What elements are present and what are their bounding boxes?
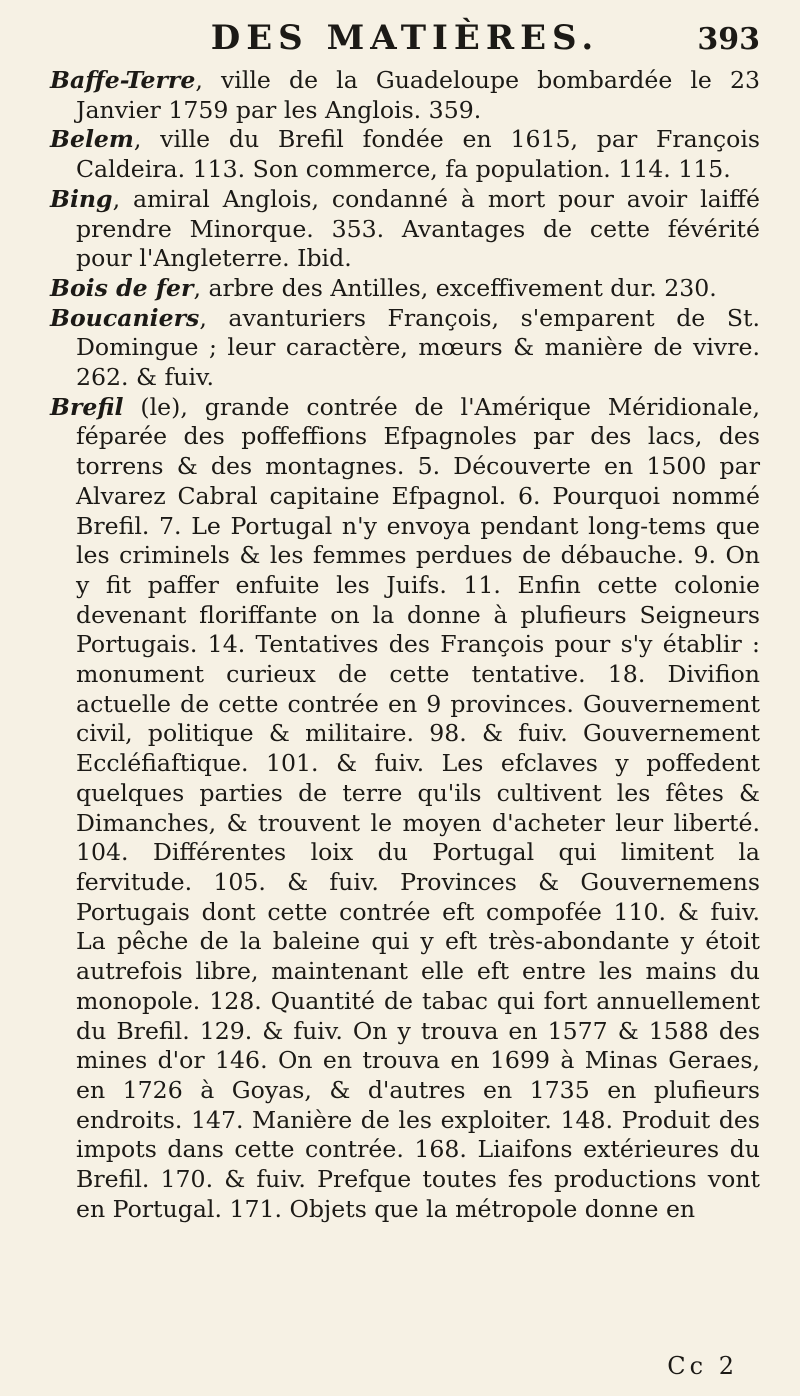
entry-term: Baffe-Terre (50, 66, 196, 94)
index-entry (50, 125, 760, 184)
running-title: DES MATIÈRES. (210, 18, 600, 58)
entry-term: Belem (50, 125, 134, 154)
entry-text: , ville du Brefil fondée en 1615, par François Caldeira. 113. Son commerce, fa population. 114. 115. (76, 125, 760, 184)
entry-term: Bois de fer (50, 273, 194, 302)
index-entry (50, 185, 760, 274)
index-entry (50, 274, 760, 304)
index-entries (50, 66, 760, 1224)
entry-text: , arbre des Antilles, exceffivement dur. 230. (193, 273, 717, 302)
entry-term: Brefil (50, 392, 124, 421)
entry-term: Boucaniers (50, 303, 200, 332)
entry-text: , amiral Anglois, condanné à mort pour avoir laiffé prendre Minorque. 353. Avantages de cette févérité pour l'Angleterre. Ibid. (76, 184, 760, 273)
index-entry (50, 393, 760, 1225)
entry-text: , avanturiers François, s'emparent de St. Domingue ; leur caractère, mœurs & manière de vivre. 262. & fuiv. (76, 303, 760, 392)
page-header (50, 10, 760, 66)
entry-text: , ville de la Guadeloupe bombardée le 23 Janvier 1759 par les Anglois. 359. (76, 66, 760, 124)
index-entry (50, 66, 760, 125)
signature-mark: Cc 2 (667, 1352, 738, 1380)
page-number: 393 (697, 22, 760, 57)
entry-text: (le), grande contrée de l'Amérique Méridionale, féparée des poffeffions Efpagnoles par des lacs, des torrens & des montagnes. 5. Découverte en 1500 par Alvarez Cabral capitaine Efpagnol. 6. Pourquoi nommé Brefil. 7. Le Portugal n'y envoya pendant long-tems que les criminels & les femmes perdues de débauche. 9. On y fit paffer enfuite les Juifs. 11. Enfin cette colonie devenant floriffante on la donne à plufieurs Seigneurs Portugais. 14. Tentatives des François pour s'y établir : monument curieux de cette tentative. 18. Divifion actuelle de cette contrée en 9 provinces. Gouvernement civil, politique & militaire. 98. & fuiv. Gouvernement Eccléfiaftique. 101. & fuiv. Les efclaves y poffedent quelques parties de terre qu'ils cultivent les fêtes & Dimanches, & trouvent le moyen d'acheter leur liberté. 104. Différentes loix du Portugal qui limitent la fervitude. 105. & fuiv. Provinces & Gouvernemens Portugais dont cette contrée eft compofée 110. & fuiv. La pêche de la baleine qui y eft très-abondante y étoit autrefois libre, maintenant elle eft entre les mains du monopole. 128. Quantité de tabac qui fort annuellement du Brefil. 129. & fuiv. On y trouva en 1577 & 1588 des mines d'or 146. On en trouva en 1699 à Minas Geraes, en 1726 à Goyas, & d'autres en 1735 en plufieurs endroits. 147. Manière de les exploiter. 148. Produit des impots dans cette contrée. 168. Liaifons extérieures du Brefil. 170. & fuiv. Prefque toutes fes productions vont en Portugal. 171. Objets que la métropole donne en (76, 392, 760, 1223)
index-entry (50, 304, 760, 393)
entry-term: Bing (50, 184, 113, 213)
